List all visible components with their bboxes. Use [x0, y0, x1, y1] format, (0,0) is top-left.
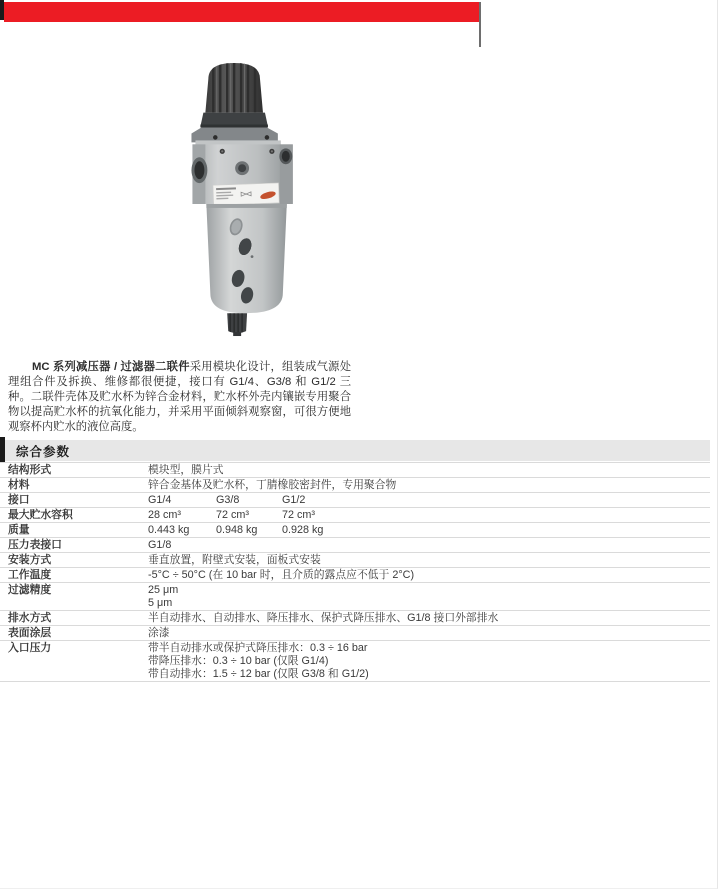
table-row — [0, 478, 710, 493]
spec-label: 排水方式 — [8, 612, 52, 624]
spec-label: 质量 — [8, 524, 30, 536]
spec-label: 最大贮水容积 — [8, 509, 73, 521]
table-row — [0, 583, 710, 611]
table-row — [0, 493, 710, 508]
spec-label: 入口压力 — [8, 642, 52, 654]
section-header — [5, 440, 710, 461]
spec-label: 表面涂层 — [8, 627, 52, 639]
spec-value: 28 cm³ — [148, 509, 181, 521]
spec-label: 压力表接口 — [8, 539, 62, 551]
spec-value: 5 μm — [148, 597, 173, 609]
intro-lead-bold: MC 系列减压器 / 过滤器二联件 — [32, 361, 190, 374]
spec-value: 0.443 kg — [148, 524, 190, 536]
spec-value: 带降压排水：0.3 ÷ 10 bar (仅限 G1/4) — [148, 655, 329, 667]
banner-red-bar — [4, 2, 480, 22]
spec-value: 0.928 kg — [282, 524, 324, 536]
spec-value: 72 cm³ — [216, 509, 249, 521]
spec-value: G1/8 — [148, 539, 172, 551]
spec-value: 半自动排水、自动排水、降压排水、保护式降压排水、G1/8 接口外部排水 — [148, 612, 499, 624]
spec-label: 工作温度 — [8, 569, 52, 581]
spec-value: G1/4 — [148, 494, 172, 506]
table-row — [0, 463, 710, 478]
filter-regulator-illustration — [183, 57, 333, 340]
spec-label: 接口 — [8, 494, 30, 506]
spec-value: G3/8 — [216, 494, 240, 506]
spec-value: 垂直放置，附壁式安装，面板式安装 — [148, 554, 321, 566]
spec-label: 过滤精度 — [8, 584, 52, 596]
spec-table — [0, 462, 710, 682]
intro-body-text: 采用模块化设计，组装成气源处理组合件及拆换、维修都很便捷，接口有 G1/4、G3/8 和 G1/2 三种。二联件壳体及贮水杯为锌合金材料，贮水杯外壳内镶嵌专用聚合物以提高贮水杯的抗氧化能力，并采用平面倾斜观察窗，可很方便地观察杯内贮水的液位高度。 — [8, 361, 351, 434]
table-row — [0, 523, 710, 538]
spec-value: 锌合金基体及贮水杯，丁腈橡胶密封件，专用聚合物 — [148, 479, 397, 491]
section-title: 综合参数 — [16, 444, 71, 459]
table-row — [0, 611, 710, 626]
spec-value: 0.948 kg — [216, 524, 258, 536]
table-row — [0, 553, 710, 568]
intro-paragraph — [8, 360, 351, 435]
spec-value: 72 cm³ — [282, 509, 315, 521]
spec-value: 带自动排水：1.5 ÷ 12 bar (仅限 G3/8 和 G1/2) — [148, 668, 369, 680]
spec-label: 材料 — [8, 479, 30, 491]
banner-divider-line — [479, 2, 481, 47]
spec-value: 带半自动排水或保护式降压排水：0.3 ÷ 16 bar — [148, 642, 368, 654]
spec-value: -5°C ÷ 50°C (在 10 bar 时，且介质的露点应不低于 2°C) — [148, 569, 415, 581]
spec-value: 涂漆 — [148, 627, 170, 639]
table-row — [0, 568, 710, 583]
table-row — [0, 508, 710, 523]
table-row — [0, 538, 710, 553]
table-row — [0, 626, 710, 641]
spec-value: 模块型，膜片式 — [148, 464, 224, 476]
spec-value: G1/2 — [282, 494, 306, 506]
spec-label: 结构形式 — [8, 464, 52, 476]
spec-label: 安装方式 — [8, 554, 52, 566]
table-row — [0, 641, 710, 682]
product-photo — [183, 57, 333, 340]
spec-value: 25 μm — [148, 584, 179, 596]
